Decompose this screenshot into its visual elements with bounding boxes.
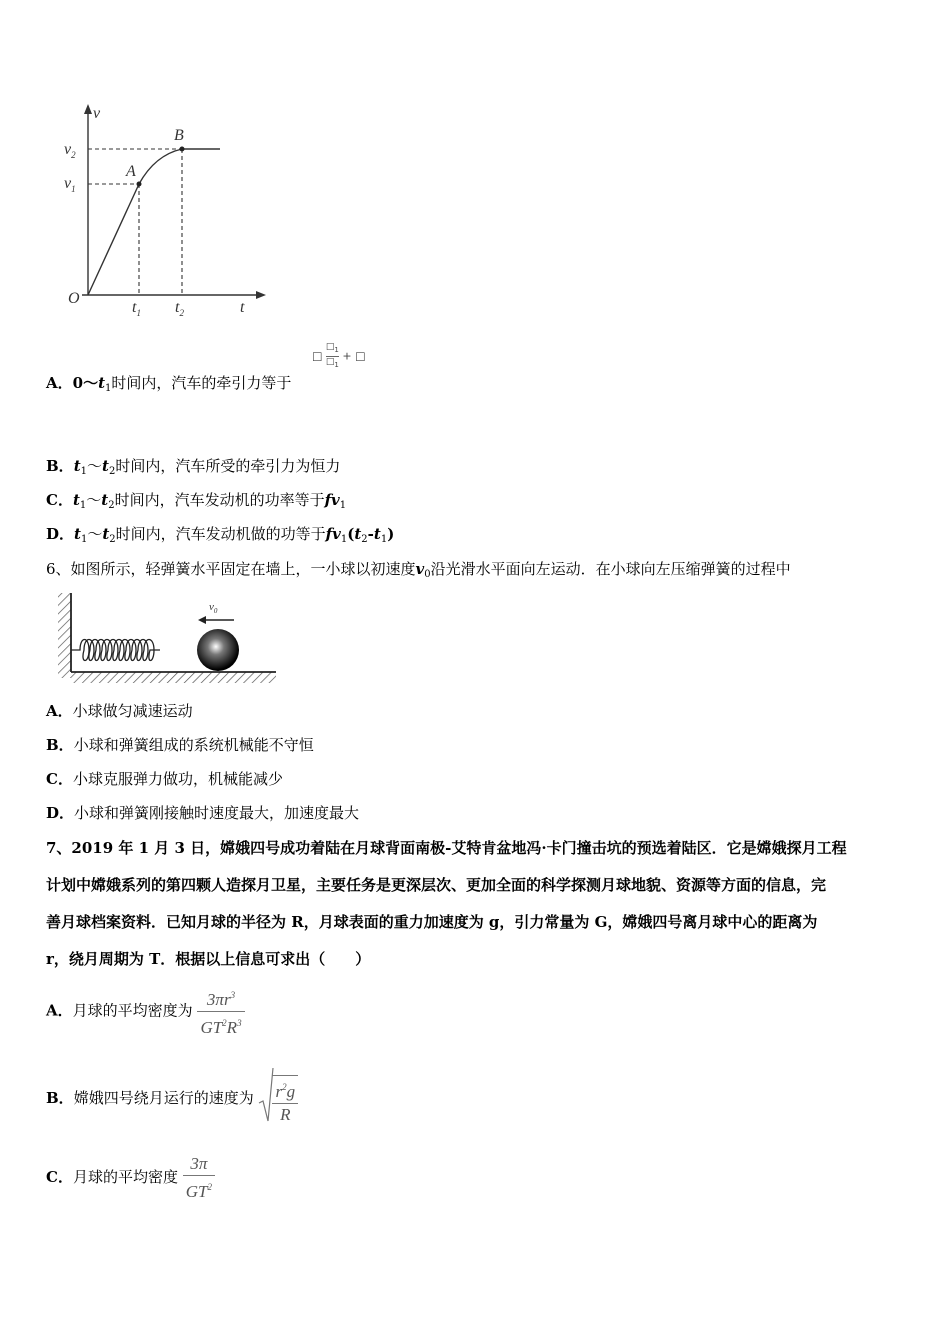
spring — [71, 640, 160, 661]
t1-label: $t_1$ — [132, 299, 141, 318]
v2-label: $v_2$ — [64, 141, 76, 160]
q7-option-c-formula: $\frac{3\pi}{GT^2}$ — [183, 1153, 215, 1203]
q5-formula: □ $\frac{□_1}{□_1}$ + □ — [312, 342, 366, 369]
q7-option-a: A．月球的平均密度为 $\frac{3\pi r^3}{GT^2R^3}$ — [46, 984, 245, 1039]
spring-ball-figure — [56, 590, 278, 686]
q6-option-d: D．小球和弹簧刚接触时速度最大，加速度最大 — [46, 804, 360, 822]
velocity-label: $v_0$ — [209, 601, 218, 615]
q7-stem-line-1: 7、2019 年 1 月 3 日，嫦娥四号成功着陆在月球背面南极-艾特肯盆地冯·卡门撞击坑的预选着陆区．它是嫦娥探月工程 — [46, 839, 847, 857]
q7-stem-line-4: r，绕月周期为 T．根据以上信息可求出（ ） — [46, 950, 371, 968]
q5-option-c: C．$t_1\sim t_2$时间内，汽车发动机的功率等于$fv_1$ — [46, 491, 347, 511]
q6-stem: 6、如图所示，轻弹簧水平固定在墙上，一小球以初速度$v_0$沿光滑水平面向左运动．在小球向左压缩弹簧的过程中 — [46, 560, 791, 580]
t2-label: $t_2$ — [175, 299, 184, 318]
point-a-marker — [137, 182, 142, 187]
x-axis-label: t — [240, 299, 245, 316]
q7-option-a-formula: $\frac{3\pi r^3}{GT^2R^3}$ — [197, 984, 244, 1039]
q7-stem-line-3: 善月球档案资料．已知月球的半径为 R，月球表面的重力加速度为 g，引力常量为 G，嫦娥四号离月球中心的距离为 — [46, 913, 818, 931]
q7-option-b: B．嫦娥四号绕月运行的速度为 $\frac{r^2g}{R}$ — [46, 1068, 298, 1129]
q7-stem-line-2: 计划中嫦娥系列的第四颗人造探月卫星，主要任务是更深层次、更加全面的科学探测月球地貌、资源等方面的信息，完 — [46, 876, 827, 894]
q7-option-b-formula: $\frac{r^2g}{R}$ — [258, 1069, 298, 1129]
q5-option-d: D．$t_1\sim t_2$时间内，汽车发动机做的功等于$fv_1(t_2-t_1)$ — [46, 525, 395, 545]
q6-option-b: B．小球和弹簧组成的系统机械能不守恒 — [46, 736, 314, 754]
q7-option-c: C．月球的平均密度 $\frac{3\pi}{GT^2}$ — [46, 1152, 215, 1203]
point-a-label: A — [126, 163, 136, 180]
point-b-marker — [180, 147, 185, 152]
q6-option-a: A．小球做匀减速运动 — [46, 702, 193, 720]
ball — [197, 629, 239, 671]
q5-option-b: B．$t_1\sim t_2$时间内，汽车所受的牵引力为恒力 — [46, 457, 341, 477]
floor — [71, 672, 276, 683]
point-b-label: B — [174, 127, 184, 144]
q6-option-c: C．小球克服弹力做功，机械能减少 — [46, 770, 283, 788]
y-axis-label: v — [93, 105, 101, 122]
wall — [58, 593, 71, 678]
origin-label: O — [68, 290, 80, 307]
velocity-time-graph — [60, 100, 280, 325]
v1-label: $v_1$ — [64, 175, 76, 194]
q5-option-a: A．$0\sim t_1$时间内，汽车的牵引力等于 — [46, 374, 292, 394]
